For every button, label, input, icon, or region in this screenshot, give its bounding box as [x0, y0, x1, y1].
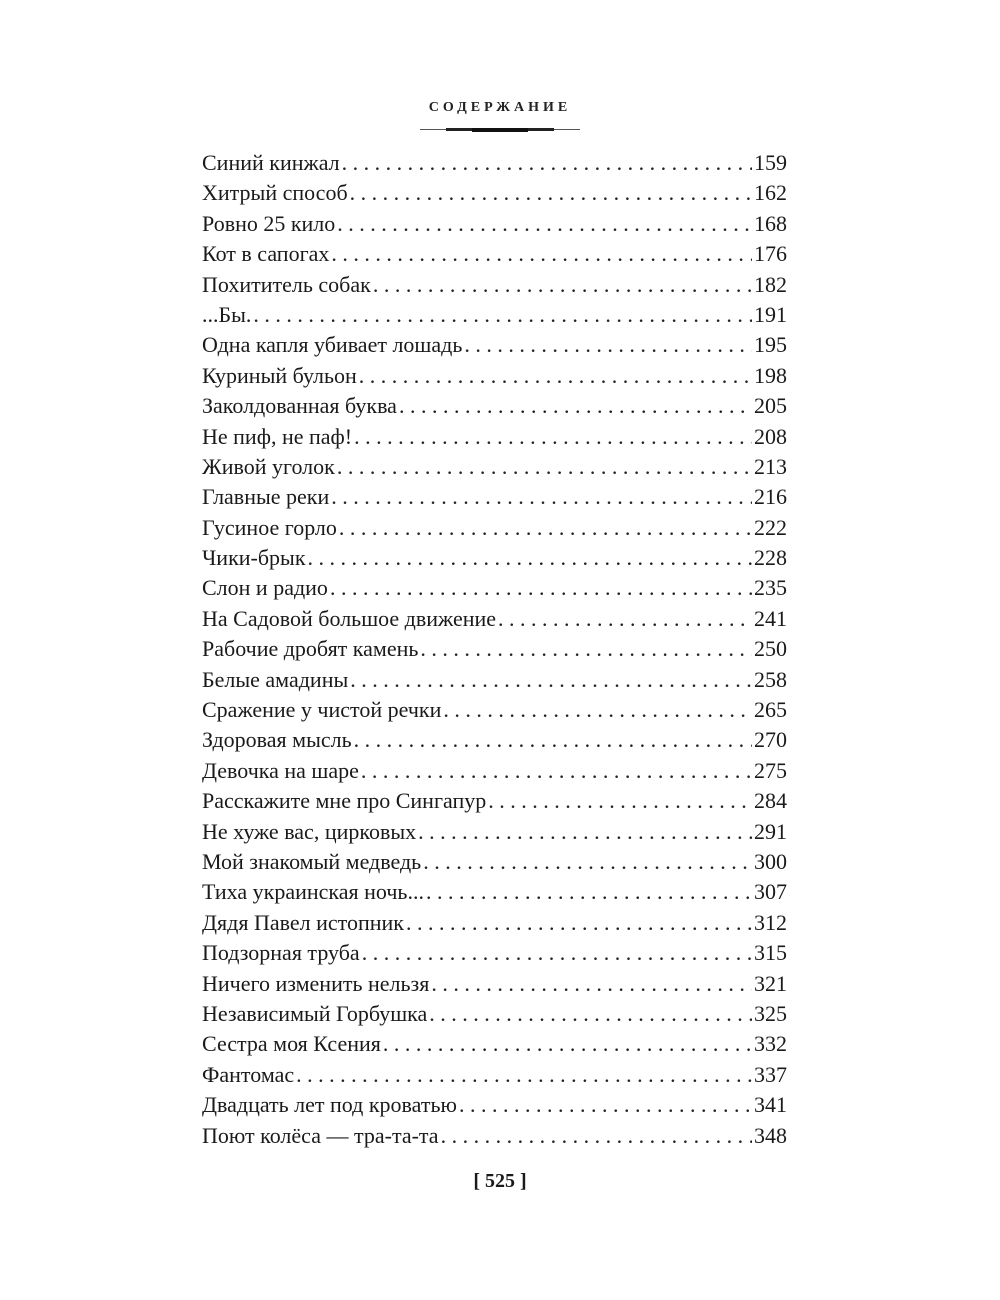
toc-entry-page: 341 — [754, 1092, 787, 1118]
dot-leader — [459, 1090, 752, 1120]
toc-entry-page: 191 — [754, 301, 787, 327]
toc-entry — [202, 239, 787, 269]
dot-leader — [253, 300, 752, 330]
dot-leader — [488, 786, 752, 816]
dot-leader — [337, 209, 752, 239]
toc-entry-title: Двадцать лет под кроватью — [202, 1092, 457, 1118]
dot-leader — [339, 513, 752, 543]
toc-entry-title: Слон и радио — [202, 575, 328, 601]
dot-leader — [443, 695, 752, 725]
page-number: [ 525 ] — [473, 1170, 527, 1192]
toc-entry-page: 208 — [754, 423, 787, 449]
dot-leader — [399, 391, 752, 421]
dot-leader — [331, 239, 752, 269]
dot-leader — [362, 938, 752, 968]
toc-entry-page: 195 — [754, 332, 787, 358]
toc-entry — [202, 178, 787, 208]
toc-entry-page: 222 — [754, 514, 787, 540]
dot-leader — [331, 482, 752, 512]
table-of-contents — [202, 148, 787, 1151]
toc-entry — [202, 786, 787, 816]
toc-entry-page: 348 — [754, 1122, 787, 1148]
toc-entry-title: Независимый Горбушка — [202, 1000, 428, 1026]
toc-entry-page: 162 — [754, 180, 787, 206]
toc-entry — [202, 513, 787, 543]
dot-leader — [498, 604, 752, 634]
toc-entry — [202, 543, 787, 573]
toc-entry-page: 321 — [754, 970, 787, 996]
toc-entry — [202, 391, 787, 421]
toc-entry-title: Ровно 25 кило — [202, 210, 336, 236]
dot-leader — [383, 1029, 752, 1059]
toc-entry-page: 198 — [754, 362, 787, 388]
toc-entry-title: Сражение у чистой речки — [202, 697, 442, 723]
toc-entry-title: Тиха украинская ночь... — [202, 879, 424, 905]
dot-leader — [354, 725, 752, 755]
toc-entry-page: 291 — [754, 818, 787, 844]
toc-entry-title: Не пиф, не паф! — [202, 423, 353, 449]
toc-entry — [202, 695, 787, 725]
toc-entry-title: Живой уголок — [202, 453, 335, 479]
toc-entry-title: Похититель собак — [202, 271, 371, 297]
dot-leader — [431, 969, 752, 999]
toc-entry — [202, 209, 787, 239]
toc-entry-title: Ничего изменить нельзя — [202, 970, 430, 996]
toc-entry-page: 312 — [754, 909, 787, 935]
toc-entry — [202, 604, 787, 634]
dot-leader — [342, 148, 752, 178]
toc-entry — [202, 422, 787, 452]
toc-entry — [202, 817, 787, 847]
running-header — [0, 100, 1000, 131]
toc-entry-title: Чики-брык — [202, 545, 306, 571]
toc-entry-title: На Садовой большое движение — [202, 605, 497, 631]
dot-leader — [350, 178, 752, 208]
section-title: СОДЕРЖАНИЕ — [428, 100, 572, 115]
toc-entry — [202, 270, 787, 300]
dot-leader — [441, 1121, 752, 1151]
toc-entry-title: Дядя Павел истопник — [202, 909, 404, 935]
toc-entry-title: Не хуже вас, цирковых — [202, 818, 417, 844]
toc-entry-page: 235 — [754, 575, 787, 601]
dot-leader — [330, 573, 752, 603]
toc-entry-title: Белые амадины — [202, 666, 349, 692]
dot-leader — [308, 543, 752, 573]
toc-entry-page: 337 — [754, 1061, 787, 1087]
toc-entry-page: 168 — [754, 210, 787, 236]
toc-entry — [202, 938, 787, 968]
toc-entry — [202, 1029, 787, 1059]
toc-entry-title: Подзорная труба — [202, 940, 360, 966]
toc-entry-title: Заколдованная буква — [202, 393, 397, 419]
dot-leader — [350, 665, 752, 695]
toc-entry-title: Главные реки — [202, 484, 330, 510]
toc-entry — [202, 330, 787, 360]
dot-leader — [337, 452, 752, 482]
toc-entry-page: 270 — [754, 727, 787, 753]
toc-entry-title: Фантомас — [202, 1061, 295, 1087]
toc-entry-title: Хитрый способ — [202, 180, 348, 206]
toc-entry-page: 216 — [754, 484, 787, 510]
toc-entry-title: ...Бы. — [202, 301, 252, 327]
toc-entry — [202, 665, 787, 695]
toc-entry-page: 325 — [754, 1000, 787, 1026]
dot-leader — [359, 361, 752, 391]
toc-entry — [202, 634, 787, 664]
toc-entry-page: 332 — [754, 1031, 787, 1057]
toc-entry-page: 228 — [754, 545, 787, 571]
toc-entry — [202, 482, 787, 512]
toc-entry — [202, 1090, 787, 1120]
dot-leader — [420, 634, 752, 664]
toc-entry — [202, 999, 787, 1029]
toc-entry-title: Поют колёса — тра-та-та — [202, 1122, 439, 1148]
decorative-rule — [420, 128, 580, 131]
toc-entry-page: 182 — [754, 271, 787, 297]
toc-entry — [202, 452, 787, 482]
toc-entry-title: Гусиное горло — [202, 514, 337, 540]
toc-entry-title: Сестра моя Ксения — [202, 1031, 381, 1057]
dot-leader — [296, 1060, 752, 1090]
toc-entry-page: 205 — [754, 393, 787, 419]
dot-leader — [354, 422, 752, 452]
toc-entry — [202, 877, 787, 907]
dot-leader — [464, 330, 752, 360]
dot-leader — [361, 756, 752, 786]
toc-entry-page: 275 — [754, 757, 787, 783]
dot-leader — [418, 817, 752, 847]
toc-entry — [202, 725, 787, 755]
toc-entry-page: 300 — [754, 848, 787, 874]
toc-entry — [202, 148, 787, 178]
dot-leader — [429, 999, 752, 1029]
dot-leader — [423, 847, 752, 877]
toc-entry — [202, 573, 787, 603]
toc-entry — [202, 908, 787, 938]
dot-leader — [426, 877, 752, 907]
toc-entry — [202, 969, 787, 999]
toc-entry — [202, 361, 787, 391]
toc-entry-title: Девочка на шаре — [202, 757, 359, 783]
toc-entry — [202, 756, 787, 786]
toc-entry-title: Здоровая мысль — [202, 727, 352, 753]
toc-entry-page: 250 — [754, 636, 787, 662]
toc-entry-title: Расскажите мне про Сингапур — [202, 788, 487, 814]
toc-entry-page: 284 — [754, 788, 787, 814]
toc-entry-page: 307 — [754, 879, 787, 905]
toc-entry-page: 241 — [754, 605, 787, 631]
toc-entry-title: Куриный бульон — [202, 362, 357, 388]
toc-entry — [202, 1060, 787, 1090]
toc-entry-title: Рабочие дробят камень — [202, 636, 419, 662]
toc-entry-title: Одна капля убивает лошадь — [202, 332, 463, 358]
toc-entry-page: 176 — [754, 241, 787, 267]
toc-entry-page: 265 — [754, 697, 787, 723]
toc-entry — [202, 847, 787, 877]
toc-entry-page: 315 — [754, 940, 787, 966]
toc-entry-page: 258 — [754, 666, 787, 692]
toc-entry-title: Синий кинжал — [202, 150, 340, 175]
dot-leader — [406, 908, 752, 938]
dot-leader — [373, 270, 752, 300]
toc-entry-page: 159 — [754, 150, 787, 175]
toc-entry-title: Мой знакомый медведь — [202, 848, 422, 874]
toc-entry-page: 213 — [754, 453, 787, 479]
toc-entry-title: Кот в сапогах — [202, 241, 330, 267]
toc-entry — [202, 1121, 787, 1151]
toc-entry — [202, 300, 787, 330]
